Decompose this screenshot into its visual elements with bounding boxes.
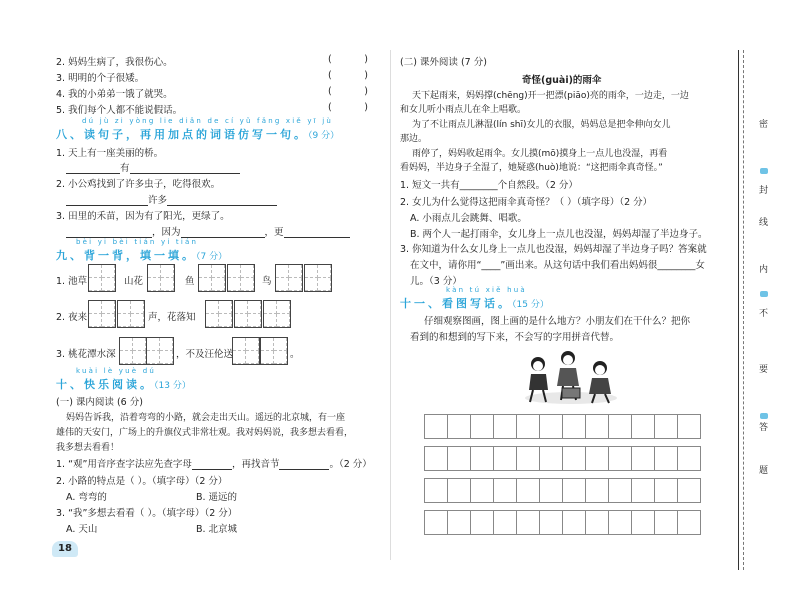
section-11-pinyin: kàn tú xiě huà <box>446 286 527 294</box>
answer-paren-3[interactable]: ( ) <box>328 70 368 81</box>
char-box[interactable] <box>227 264 255 292</box>
seal-char: 要 <box>759 365 769 375</box>
writing-instruction-1: 仔细观察图画，图上画的是什么地方？小朋友们在干什么？把你 <box>424 316 691 327</box>
answer-paren-2[interactable]: ( ) <box>328 54 368 65</box>
exercise-1[interactable]: 1. 短文一共有________个自然段。（2 分） <box>400 180 578 191</box>
story-para-2-b: 那边。 <box>400 134 428 144</box>
s9-line-1-a: 1. 池草 <box>56 276 88 287</box>
seal-line-dashed <box>743 50 744 570</box>
s9-line-3-b: ，不及汪伦送 <box>176 349 234 360</box>
period: 。 <box>290 349 300 360</box>
char-box[interactable] <box>146 337 174 365</box>
answer-paren-5[interactable]: ( ) <box>328 102 368 113</box>
reading-q2: 2. 小路的特点是（ ）。（填字母）（2 分） <box>56 476 228 487</box>
writing-grid-row[interactable] <box>424 446 701 471</box>
passage-line-2: 雄伟的天安门，广场上的升旗仪式非常壮观。我对妈妈说，我多想去看看， <box>56 428 354 438</box>
story-para-1-b: 和女儿听小雨点儿在伞上唱歌。 <box>400 105 527 115</box>
section-8-title: 八、读句子，再用加点的词语仿写一句。（9 分） <box>56 128 340 141</box>
passage-line-1: 妈妈告诉我，沿着弯弯的小路，就会走出天山。遥远的北京城，有一座 <box>66 413 346 423</box>
reading-q2-option-a[interactable]: A. 弯弯的 <box>66 492 107 503</box>
char-box[interactable] <box>119 337 147 365</box>
section-8-pinyin: dú jù zi yòng lie diǎn de cí yǔ fǎng xiě yī jù <box>82 117 334 125</box>
seal-dot <box>760 168 768 174</box>
writing-grid-row[interactable] <box>424 414 701 439</box>
exercise-2-option-b[interactable]: B. 两个人一起打雨伞，女儿身上一点儿也没湿，妈妈却湿了半边身子。 <box>410 229 708 240</box>
writing-instruction-2: 看到的和想到的写下来，不会写的字用拼音代替。 <box>410 332 620 343</box>
story-title: 奇怪(guài)的雨伞 <box>522 75 602 86</box>
question-5: 5. 我们每个人都不能说假话。 <box>56 105 183 116</box>
char-box[interactable] <box>117 300 145 328</box>
s8-answer-3[interactable]: ，因为 ，更 <box>66 224 350 238</box>
passage-line-3: 我多想去看看！ <box>56 443 120 453</box>
section-9-pinyin: bèi yi bèi tián yi tián <box>76 238 199 246</box>
exercise-2[interactable]: 2. 女儿为什么觉得这把雨伞真奇怪？（ ）（填字母）（2 分） <box>400 197 653 208</box>
s9-line-2-a: 2. 夜来 <box>56 312 88 323</box>
page-number: 18 <box>58 543 72 554</box>
seal-char: 题 <box>759 466 769 476</box>
reading-q2-option-b[interactable]: B. 遥远的 <box>196 492 238 503</box>
seal-char: 线 <box>759 218 769 228</box>
reading-q3-option-a[interactable]: A. 天山 <box>66 524 98 535</box>
seal-char: 密 <box>759 120 769 130</box>
s8-example-2: 2. 小公鸡找到了许多虫子，吃得很欢。 <box>56 179 221 190</box>
column-divider <box>390 50 391 560</box>
char-box[interactable] <box>260 337 288 365</box>
answer-paren-4[interactable]: ( ) <box>328 86 368 97</box>
char-box[interactable] <box>205 300 233 328</box>
section-10-pinyin: kuài lè yuè dú <box>76 367 157 375</box>
exercise-2-option-a[interactable]: A. 小雨点儿会跳舞、唱歌。 <box>410 213 527 224</box>
page-number-badge <box>52 541 78 557</box>
exercise-3-b[interactable]: 在文中，请你用“____”画出来。从这句话中我们看出妈妈很________女 <box>410 260 705 271</box>
seal-dot <box>760 413 768 419</box>
char-box[interactable] <box>147 264 175 292</box>
seal-dot <box>760 291 768 297</box>
story-para-3-b: 看妈妈，半边身子全湿了，她疑惑(huò)地说：“这把雨伞真奇怪。” <box>400 163 663 173</box>
story-para-1: 天下起雨来，妈妈撑(chēng)开一把漂(piāo)亮的雨伞，一边走，一边 <box>412 91 689 101</box>
char-box[interactable] <box>88 300 116 328</box>
subsection-2-title: (二) 课外阅读 (7 分) <box>400 57 487 68</box>
children-playing-illustration <box>516 346 626 406</box>
char-box[interactable] <box>198 264 226 292</box>
s8-answer-2[interactable]: 许多 <box>66 192 277 206</box>
s8-example-3: 3. 田里的禾苗，因为有了阳光，更绿了。 <box>56 211 230 222</box>
question-3: 3. 明明的个子很矮。 <box>56 73 145 84</box>
reading-q3-option-b[interactable]: B. 北京城 <box>196 524 238 535</box>
exercise-3-c: 儿。（3 分） <box>410 276 462 287</box>
char-box[interactable] <box>88 264 116 292</box>
seal-line <box>738 50 739 570</box>
char-box[interactable] <box>304 264 332 292</box>
s9-line-1-c: 鱼 <box>185 276 195 287</box>
s8-example-1: 1. 天上有一座美丽的桥。 <box>56 148 164 159</box>
reading-q3: 3. “我”多想去看看（ ）。（填字母）（2 分） <box>56 508 238 519</box>
char-box[interactable] <box>263 300 291 328</box>
writing-grid-row[interactable] <box>424 510 701 535</box>
s9-line-1-b: 山花 <box>124 276 144 287</box>
exercise-3: 3. 你知道为什么女儿身上一点儿也没湿，妈妈却湿了半边身子吗？答案就 <box>400 244 707 255</box>
section-9-title: 九、背一背，填一填。（7 分） <box>56 249 228 262</box>
reading-q1[interactable]: 1. “观”用音序查字法应先查字母 ，再找音节 。（2 分） <box>56 459 372 470</box>
seal-char: 封 <box>759 186 769 196</box>
section-11-title: 十一、看图写话。（15 分） <box>400 297 549 310</box>
question-4: 4. 我的小弟弟一饿了就哭。 <box>56 89 173 100</box>
seal-char: 不 <box>759 309 769 319</box>
seal-char: 内 <box>759 265 769 275</box>
story-para-2: 为了不让雨点儿淋湿(lín shī)女儿的衣服，妈妈总是把伞伸向女儿 <box>412 120 671 130</box>
seal-char: 答 <box>759 423 769 433</box>
s9-line-1-d: 鸟 <box>262 276 272 287</box>
s9-line-2-b: 声，花落知 <box>148 312 196 323</box>
char-box[interactable] <box>275 264 303 292</box>
s8-answer-1[interactable]: 有 <box>66 160 240 174</box>
story-para-3: 雨停了，妈妈收起雨伞。女儿摸(mō)摸身上一点儿也没湿，再看 <box>412 149 668 159</box>
section-10-title: 十、快乐阅读。（13 分） <box>56 378 191 391</box>
char-box[interactable] <box>232 337 260 365</box>
char-box[interactable] <box>234 300 262 328</box>
subsection-1-title: (一) 课内阅读 (6 分) <box>56 397 143 408</box>
writing-grid-row[interactable] <box>424 478 701 503</box>
s9-line-3-a: 3. 桃花潭水深 <box>56 349 116 360</box>
question-2: 2. 妈妈生病了，我很伤心。 <box>56 57 173 68</box>
